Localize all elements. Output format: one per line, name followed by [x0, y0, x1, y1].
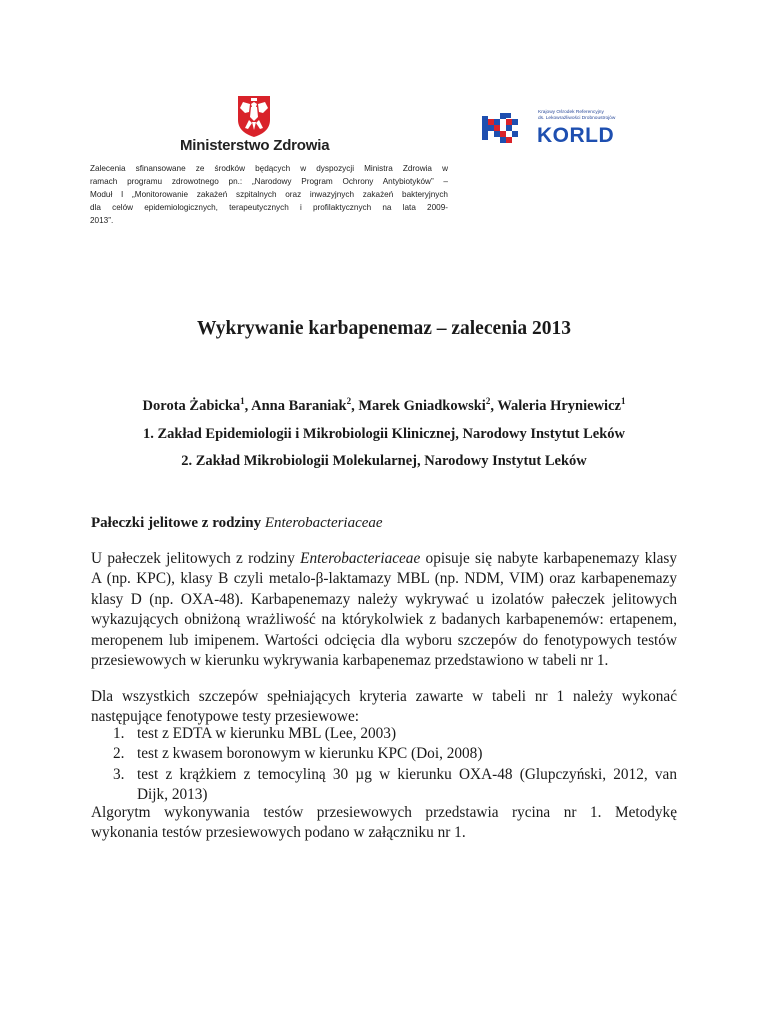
funding-note-line: 2013”. — [90, 216, 114, 225]
authors-line — [0, 398, 768, 415]
section-heading — [91, 515, 383, 532]
list-item-text: test z krążkiem z temocyliną 30 µg w kierunku OXA-48 (Glupczyński, 2012, van — [137, 765, 677, 783]
author-name: Waleria Hryniewicz — [497, 398, 621, 414]
paragraph-line: Algorytm wykonywania testów przesiewowych przedstawia rycina nr 1. Metodykę — [91, 804, 677, 821]
funding-note-line: ramach programu zdrowotnego pn.: „Narodowy Program Ochrony Antybiotyków” – — [90, 177, 448, 186]
korld-subtitle — [538, 110, 648, 122]
text-run: opisuje się nabyte karbapenemazy klasy — [420, 550, 677, 567]
document-title: Wykrywanie karbapenemaz – zalecenia 2013 — [196, 318, 572, 339]
text-run: U pałeczek jelitowych z rodziny — [91, 550, 301, 567]
paragraph-line: przesiewowych w kierunku wykrywania karbapenemaz przedstawiono w tabeli nr 1. — [91, 652, 609, 670]
korld-subtitle-line: Krajowy Ośrodek Referencyjny — [538, 110, 604, 115]
affiliation-1: 1. Zakład Epidemiologii i Mikrobiologii Klinicznej, Narodowy Instytut Leków — [142, 426, 626, 442]
paragraph-line: następujące fenotypowe testy przesiewowe: — [91, 708, 360, 726]
list-item — [91, 724, 677, 744]
paragraph-line: klasy D (np. OXA-48). Karbapenemazy należy wykrywać u izolatów pałeczek jelitowych — [91, 590, 677, 608]
list-item — [91, 765, 677, 806]
paragraph-line: wykonania testów przesiewowych podano w załączniku nr 1. — [91, 824, 466, 842]
author-affiliation-marker: 2 — [485, 396, 491, 407]
author-separator: , — [244, 398, 252, 414]
list-item-text: test z kwasem boronowym w kierunku KPC (Doi, 2008) — [137, 745, 483, 763]
author-name: Dorota Żabicka — [142, 398, 241, 414]
list-item-number: 2. — [113, 745, 125, 763]
korld-mosaic-icon — [482, 110, 522, 150]
list-item-text: Dijk, 2013) — [137, 786, 208, 804]
author-separator: , — [490, 398, 498, 414]
paragraph-line: A (np. KPC), klasy B czyli metalo-β-laktamazy MBL (np. NDM, VIM) oraz karbapenemazy — [91, 570, 677, 588]
list-item-text: test z EDTA w kierunku MBL (Lee, 2003) — [137, 725, 397, 742]
author-affiliation-marker: 1 — [240, 396, 245, 407]
korld-wordmark: KORLD — [537, 124, 615, 147]
list-item-number: 1. — [113, 725, 125, 742]
polish-eagle-emblem-icon — [236, 94, 272, 138]
list-item — [91, 744, 677, 764]
section-heading-italic: Enterobacteriaceae — [264, 515, 383, 531]
funding-note-line: Zalecenia sfinansowane ze środków będących w dyspozycji Ministra Zdrowia w — [90, 164, 448, 173]
author-separator: , — [351, 398, 359, 414]
paragraph-line: Dla wszystkich szczepów spełniających kryteria zawarte w tabeli nr 1 należy wykonać — [91, 688, 677, 705]
ministry-name: Ministerstwo Zdrowia — [180, 137, 330, 154]
author-affiliation-marker: 2 — [346, 396, 352, 407]
korld-subtitle-line: ds. Lekowrażliwości Drobnoustrojów — [538, 116, 616, 121]
funding-note-line: Moduł I „Monitorowanie zakażeń szpitalnych oraz inwazyjnych zakażeń bakteryjnych — [90, 190, 448, 199]
paragraph-line — [91, 549, 677, 569]
tests-list — [91, 724, 677, 806]
paragraph-algorithm — [91, 803, 677, 844]
affiliation-2: 2. Zakład Mikrobiologii Molekularnej, Narodowy Instytut Leków — [181, 453, 587, 469]
author-affiliation-marker: 1 — [620, 396, 626, 407]
funding-note-line: dla celów epidemiologicznych, terapeutycznych i profilaktycznych na lata 2009- — [90, 203, 448, 212]
list-item-number: 3. — [113, 765, 125, 783]
paragraph-tests-intro — [91, 687, 677, 728]
text-run-italic: Enterobacteriaceae — [300, 550, 421, 567]
section-heading-text: Pałeczki jelitowe z rodziny — [91, 515, 265, 531]
funding-note — [90, 162, 448, 227]
paragraph-line: wykazujących obniżoną wrażliwość na którykolwiek z badanych karbapenemów: ertapenem, — [91, 611, 677, 629]
author-name: Anna Baraniak — [251, 398, 347, 414]
paragraph-line: meropenem lub imipenem. Wartości odcięcia dla wyboru szczepów do fenotypowych testów — [91, 631, 677, 649]
author-name: Marek Gniadkowski — [358, 398, 486, 414]
paragraph-intro — [91, 549, 677, 671]
